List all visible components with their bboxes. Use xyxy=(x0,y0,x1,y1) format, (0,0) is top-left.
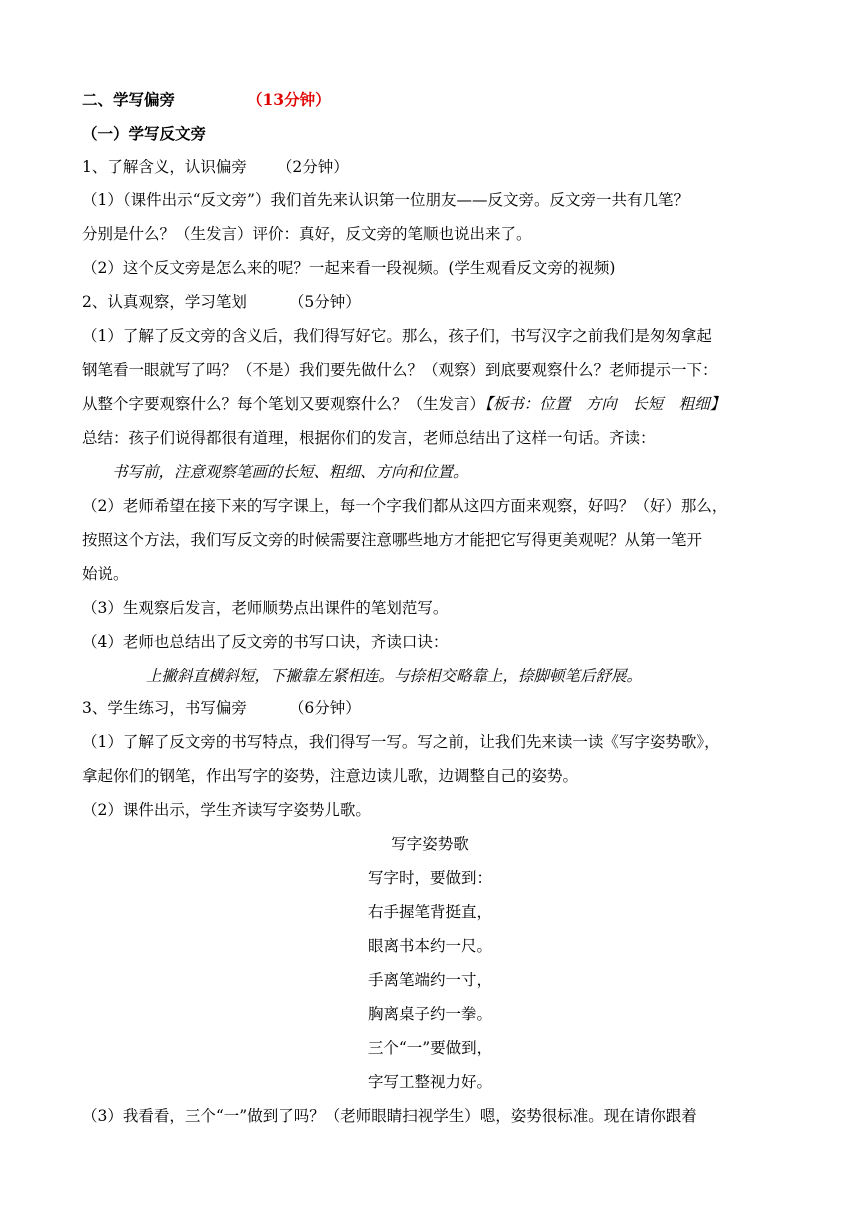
paragraph-line: （3）我看看，三个“一”做到了吗？（老师眼睛扫视学生）嗯，姿势很标准。现在请你跟着 xyxy=(82,1107,697,1125)
step1-title: 1、了解含义，认识偏旁 xyxy=(82,158,247,176)
step1-time: （2分钟） xyxy=(276,158,349,176)
section-heading xyxy=(82,90,331,110)
board-writing: 【板书：位置 方向 长短 粗细】 xyxy=(485,395,726,413)
paragraph-text: 从整个字要观察什么？每个笔划又要观察什么？（生发言） xyxy=(82,395,486,413)
paragraph-line: （1）（课件出示“反文旁”）我们首先来认识第一位朋友——反文旁。反文旁一共有几笔？ xyxy=(82,191,689,209)
paragraph-line: 拿起你们的钢笔，作出写字的姿势，注意边读儿歌，边调整自己的姿势。 xyxy=(82,767,579,785)
poem-title: 写字姿势歌 xyxy=(391,835,469,853)
paragraph-line: （2）老师希望在接下来的写字课上，每一个字我们都从这四方面来观察，好吗？（好）那么， xyxy=(82,497,728,515)
section-time: （13分钟） xyxy=(247,90,331,109)
paragraph-line: 总结：孩子们说得都很有道理，根据你们的发言，老师总结出了这样一句话。齐读： xyxy=(82,429,656,447)
subsection-heading: （一）学写反文旁 xyxy=(82,124,207,143)
paragraph-line: 始说。 xyxy=(82,565,129,583)
step2-heading xyxy=(82,292,361,312)
paragraph-line: 分别是什么？（生发言）评价：真好，反文旁的笔顺也说出来了。 xyxy=(82,225,532,243)
section-heading-text: 二、学写偏旁 xyxy=(82,90,176,109)
paragraph-line: （1）了解了反文旁的书写特点，我们得写一写。写之前，让我们先来读一读《写字姿势歌》， xyxy=(82,733,720,751)
poem-line: 三个“一”要做到， xyxy=(367,1039,493,1057)
step3-title: 3、学生练习，书写偏旁 xyxy=(82,699,247,717)
step2-title: 2、认真观察，学习笔划 xyxy=(82,293,247,311)
paragraph-line: （1）了解了反文旁的含义后，我们得写好它。那么，孩子们，书写汉字之前我们是匆匆拿起 xyxy=(82,327,712,345)
paragraph-line: 按照这个方法，我们写反文旁的时候需要注意哪些地方才能把它写得更美观呢？从第一笔开 xyxy=(82,531,703,549)
poem-line: 胸离桌子约一拳。 xyxy=(367,1005,492,1023)
poem-line: 字写工整视力好。 xyxy=(367,1073,492,1091)
poem-line: 写字时，要做到： xyxy=(367,869,492,887)
step3-time: （6分钟） xyxy=(288,699,361,717)
paragraph-line: （4）老师也总结出了反文旁的书写口诀，齐读口诀： xyxy=(82,633,449,651)
emphasis-sentence: 书写前，注意观察笔画的长短、粗细、方向和位置。 xyxy=(112,463,469,481)
step1-heading xyxy=(82,157,349,177)
paragraph-line: （2）课件出示，学生齐读写字姿势儿歌。 xyxy=(82,801,371,819)
paragraph-line: 钢笔看一眼就写了吗？（不是）我们要先做什么？（观察）到底要观察什么？老师提示一下： xyxy=(82,361,718,379)
poem-line: 眼离书本约一尺。 xyxy=(367,937,492,955)
poem-line: 右手握笔背挺直， xyxy=(367,903,492,921)
step3-heading xyxy=(82,698,361,718)
paragraph-line: （2）这个反文旁是怎么来的呢？一起来看一段视频。(学生观看反文旁的视频) xyxy=(82,259,616,277)
poem-line: 手离笔端约一寸， xyxy=(367,971,492,989)
paragraph-line xyxy=(82,394,725,414)
mnemonic-verse: 上撇斜直横斜短，下撇靠左紧相连。与捺相交略靠上，捺脚顿笔后舒展。 xyxy=(146,667,643,685)
paragraph-line: （3）生观察后发言，老师顺势点出课件的笔划范写。 xyxy=(82,599,449,617)
step2-time: （5分钟） xyxy=(288,293,361,311)
